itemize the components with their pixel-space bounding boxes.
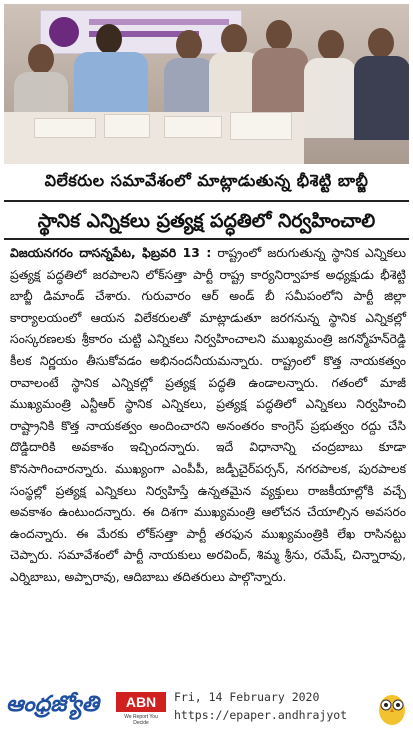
masthead-logo: ఆంధ్రజ్యోతి: [6, 692, 99, 717]
party-banner: [40, 10, 242, 54]
divider: [4, 238, 409, 240]
epaper-footer: [0, 688, 413, 730]
dateline: విజయనగరం దాసన్నపేట, ఫిబ్రవరి 13 :: [10, 246, 212, 260]
article-headline: స్థానిక ఎన్నికలు ప్రత్యక్ష పద్ధతిలో నిర్వహించాలి: [37, 210, 376, 232]
abn-logo: ABN: [116, 692, 166, 712]
owl-mascot-icon: [377, 690, 407, 726]
table-with-papers: [4, 112, 304, 164]
photo-caption: విలేకరుల సమావేశంలో మాట్లాడుతున్న భీశెట్టి బాబ్జీ: [44, 171, 369, 190]
article-text: రాష్ట్రంలో జరుగుతున్న స్థానిక ఎన్నికలు ప్రత్యక్ష పద్ధతిలో జరపాలని లోక్‌సత్తా పార్టీ రాష్ట్ర కార్యనిర్వాహక అధ్యక్షుడు భీశెట్టి బాబ్జీ డిమాండ్‌ చేశారు. గురువారం ఆర్‌ అండ్‌ బీ సమీపంలోని పార్టీ జిల్లా కార్యాలయంలో ఆయన విలేకరులతో మాట్లాడుతూ జరగనున్న స్థానిక ఎన్నికల్లో సంస్కరణలకు శ్రీకారం చుట్టి ఎన్నికలు నిర్వహించాలని ముఖ్యమంత్రి జగన్మోహన్‌రెడ్డి కీలక నిర్ణయం తీసుకోవడం అభినందనీయమన్నారు. రాష్ట్రంలో కొత్త నాయకత్వం రావాలంటే స్థానిక ఎన్నికల్లో ప్రత్యక్ష పద్ధతి ఉండాలన్నారు. గతంలో మాజీ ముఖ్యమంత్రి ఎన్టీఆర్‌ స్థానిక ఎన్నికలు, ప్రత్యక్ష పద్ధతిలో ఎన్నికలు నిర్వహించి రాష్ట్రానికి కొత్త నాయకత్వం అందించారని అనంతరం కాంగ్రెస్‌ ప్రభుత్వం రద్దు చేసి దొడ్డిదారికి అవకాశం ఇచ్చిందన్నారు. ఇదే విధానాన్ని చంద్రబాబు కూడా కొనసాగించారన్నారు. ముఖ్యంగా ఎంపీపీ, జడ్పీచైర్‌పర్సన్‌, నగరపాలక, పురపాలక సంస్థల్లో ప్రత్యక్ష ఎన్నికలు నిర్వహిస్తే ఉన్నతమైన వ్యక్తులు రాజకీయాల్లోకి వచ్చే అవకాశం ఉంటుందన్నారు. ఈ దిశగా ముఖ్యమంత్రి ఆలోచన చేయాల్సిన అవసరం ఉందన్నారు. ఈ మేరకు లోక్‌సత్తా పార్టీ తరఫున ముఖ్యమంత్రికి లేఖ రాసినట్టు చెప్పారు. సమావేశంలో పార్టీ నాయకులు అరవింద్‌, శిమ్మ శ్రీను, రమేష్‌, చిన్నారావు, ఎర్నిబాబు, అప్పారావు, ఆదిబాబు తదితరులు పాల్గొన్నారు.: [10, 246, 406, 584]
edition-date: Fri, 14 February 2020: [174, 690, 320, 704]
news-photo: [4, 4, 409, 164]
epaper-url[interactable]: https://epaper.andhrajyot: [174, 708, 348, 722]
abn-tagline: We Report You Decide: [124, 714, 158, 726]
divider: [4, 200, 409, 202]
article-body: [10, 243, 406, 589]
logo-emblem-icon: [49, 17, 79, 47]
